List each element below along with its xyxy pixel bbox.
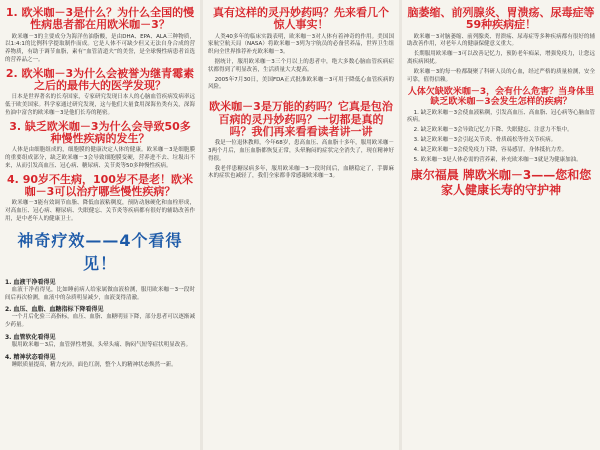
- paragraph: 我是一位退休教师，今年68岁，患高血压、高血脂十多年，服用欧米咖－3两个月后，血压血脂都恢复正常，头晕胸闷的症状完全消失了，现在精神好得很。: [208, 140, 394, 162]
- heading-diseases: 脑萎缩、前列腺炎、胃溃疡、尿毒症等59种疾病症！: [407, 6, 595, 32]
- heading-4: 4. 90岁不生病，100岁不是老！欧米咖－3可以治疗哪些慢性疾病？: [7, 172, 193, 199]
- paragraph: 1. 缺乏欧米咖－3会使血液粘稠，引发高血压、高血脂、冠心病等心脑血管疾病。: [407, 109, 595, 124]
- effect-title: 1. 血液干净看得见: [5, 278, 56, 286]
- paragraph: 欧米咖－3的每一粒都凝聚了科研人员的心血，经过严格的质量检测，安全可靠，值得信赖。: [407, 68, 595, 83]
- paragraph: 4. 缺乏欧米咖－3会使免疫力下降，容易感冒，身体抵抗力差。: [413, 146, 568, 153]
- paragraph: 5. 欧米咖－3是人体必需的营养素，补充欧米咖－3就是为健康加油。: [413, 156, 582, 163]
- heading-facts: 真有这样的灵丹妙药吗？先来看几个惊人事实！: [213, 6, 389, 32]
- heading-deficiency: 人体欠缺欧米咖－3，会有什么危害？当身体里缺乏欧米咖－3会发生怎样的疾病？: [407, 87, 595, 108]
- effects-callout: 神奇疗效——4个看得见！: [17, 230, 183, 273]
- paragraph: 人类40多年的临床实践表明，欧米咖－3对人体有着神奇的作用。美国国家航空航天局（NASA）将欧米咖－3列为宇航员的必备营养品，世界卫生组织向全世界推荐补充欧米咖－3。: [208, 33, 394, 56]
- paragraph: 欧米咖－3能有效调节血脂、降低血液粘稠度，预防动脉硬化和血栓形成，对高血压、冠心病、糖尿病、失眠健忘、关节炎等疾病都有很好的辅助改善作用，是中老年人的健康卫士。: [5, 200, 195, 223]
- middle-column: [203, 0, 399, 450]
- paragraph: 2005年7月30日，美国FDA正式批准欧米咖－3可用于降低心血管疾病的风险。: [208, 76, 394, 91]
- heading-testimonials: 欧米咖－3是万能的药吗？它真是包治百病的灵丹妙药吗？一切都是真的吗？我们再来看看读者讲一讲: [209, 100, 393, 138]
- paragraph: 欧米咖－3的主要成分为海洋鱼油脂酸，是由DHA、EPA、ALA三种物质，以1:4:1的比例科学提取制作而成。它是人体不可缺少但又无法自身合成的营养物质，有助于调节血脂，素有“血管清道夫”的美誉，是全球慢性病患者首选的营养品之一。: [5, 33, 195, 64]
- paragraph: 3. 缺乏欧米咖－3会引起关节炎、骨质疏松等骨关节疾病。: [413, 136, 557, 143]
- heading-3: 3. 缺乏欧米咖－3为什么会导致50多种慢性疾病的发生？: [9, 119, 191, 146]
- paragraph: 睡眠质量提高，精力充沛，面色红润，整个人的精神状态焕然一新。: [11, 361, 177, 368]
- paragraph: 服用欧米咖－3后，血管弹性增强，头晕头痛、胸闷气短等症状明显改善。: [11, 342, 192, 349]
- paragraph: 据统计，服用欧米咖－3三个月以上的患者中，绝大多数心脑血管疾病症状都得到了明显改善，生活质量大大提高。: [208, 59, 394, 73]
- paragraph: 血液干净看得见，比如睡前病人给家属做血液检测，服用欧米咖－3一段时间后再次检测，血液中的杂质明显减少，血液变得清澈。: [5, 286, 195, 301]
- left-column: [0, 0, 200, 450]
- heading-1: 1. 欧米咖－3是什么？为什么全国的慢性病患者都在用欧米咖－3？: [5, 6, 195, 32]
- paragraph: 欧米咖－3对脑萎缩、前列腺炎、胃溃疡、尿毒症等多种疾病都有很好的辅助改善作用，对老年人的健康保健意义重大。: [407, 33, 595, 48]
- heading-2: 2. 欧米咖－3为什么会被誉为继青霉素之后的最伟大的医学发现？: [5, 66, 195, 93]
- right-column: [402, 0, 600, 450]
- effect-title: 4. 精神状态看得见: [5, 353, 56, 361]
- paragraph: 一个月后化验三高指标，血压、血脂、血糖明显下降，部分患者可以逐渐减少药量。: [5, 314, 195, 329]
- paragraph: 日本是世界著名的长寿国家，专家研究发现日本人的心脑血管疾病发病率远低于欧美国家。科学家通过研究发现，这与他们大量食用深海鱼类有关，深海鱼油中富含的欧米咖－3是他们长寿的秘密。: [5, 94, 195, 117]
- brand-footer: 康尔福晨 牌欧米咖－3——您和您家人健康长寿的守护神: [410, 168, 592, 197]
- effect-title: 2. 血压、血脂、血糖指标下降看得见: [5, 306, 104, 314]
- paragraph: 2. 缺乏欧米咖－3会导致记忆力下降、失眠健忘、注意力不集中。: [413, 127, 573, 134]
- paragraph: 长期服用欧米咖－3可以改善记忆力，预防老年痴呆，增强免疫力，让您远离疾病困扰。: [407, 51, 595, 66]
- effect-title: 3. 血管软化看得见: [5, 334, 56, 342]
- paragraph: 人体是由细胞组成的，细胞膜的健康决定人体的健康。欧米咖－3是细胞膜的重要组成部分，缺乏欧米咖－3会导致细胞膜变硬，营养进不去、垃圾出不来，从而引发高血压、冠心病、糖尿病、关节炎等50多种慢性疾病。: [5, 147, 195, 170]
- paragraph: 我老伴患糖尿病多年，服用欧米咖－3一段时间后，血糖稳定了，手脚麻木的症状也减轻了，我们全家都非常感谢欧米咖－3。: [208, 165, 394, 180]
